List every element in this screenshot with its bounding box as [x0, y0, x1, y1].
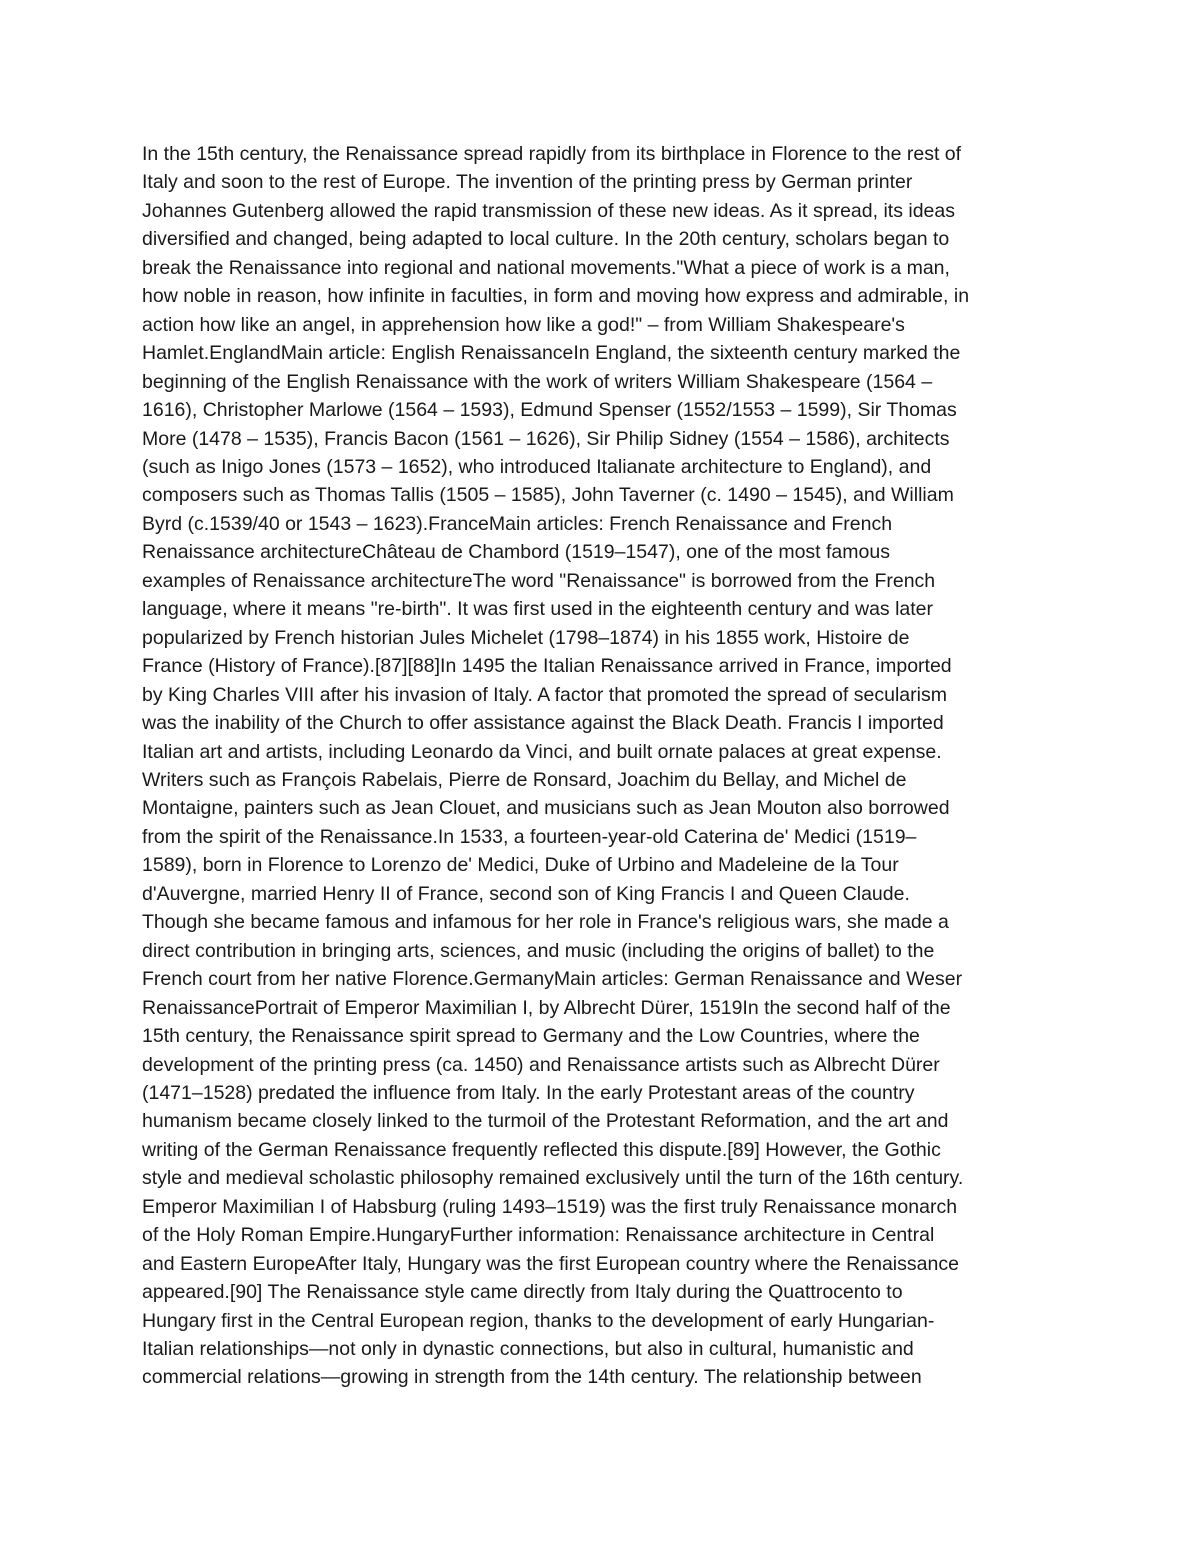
- text-line: humanism became closely linked to the turmoil of the Protestant Reformation, and the art and: [142, 1110, 949, 1133]
- text-line: Italian relationships—not only in dynastic connections, but also in cultural, humanistic and: [142, 1338, 914, 1361]
- text-line: Italian art and artists, including Leonardo da Vinci, and built ornate palaces at great expense.: [142, 740, 942, 763]
- text-line: style and medieval scholastic philosophy remained exclusively until the turn of the 16th century.: [142, 1167, 964, 1190]
- text-line: In the 15th century, the Renaissance spread rapidly from its birthplace in Florence to the rest of: [142, 143, 962, 165]
- text-line: popularized by French historian Jules Michelet (1798–1874) in his 1855 work, Histoire de: [142, 626, 910, 649]
- text-line: Hamlet.EnglandMain article: English RenaissanceIn England, the sixteenth century marked the: [142, 342, 961, 365]
- text-line: break the Renaissance into regional and national movements."What a piece of work is a man,: [142, 256, 950, 279]
- text-line: examples of Renaissance architectureThe word "Renaissance" is borrowed from the French: [142, 569, 936, 592]
- text-line: Though she became famous and infamous for her role in France's religious wars, she made a: [142, 911, 949, 934]
- text-line: direct contribution in bringing arts, sciences, and music (including the origins of ballet) to the: [142, 939, 935, 962]
- text-line: Writers such as François Rabelais, Pierre de Ronsard, Joachim du Bellay, and Michel de: [142, 768, 907, 791]
- text-line: from the spirit of the Renaissance.In 1533, a fourteen-year-old Caterina de' Medici (1519–: [142, 825, 917, 848]
- text-line: (such as Inigo Jones (1573 – 1652), who introduced Italianate architecture to England), and: [142, 455, 932, 478]
- text-line: France (History of France).[87][88]In 1495 the Italian Renaissance arrived in France, imported: [142, 655, 952, 678]
- text-line: RenaissancePortrait of Emperor Maximilian I, by Albrecht Dürer, 1519In the second half of the: [142, 996, 951, 1019]
- text-line: More (1478 – 1535), Francis Bacon (1561 – 1626), Sir Philip Sidney (1554 – 1586), architects: [142, 427, 950, 450]
- text-line: Hungary first in the Central European region, thanks to the development of early Hungarian-: [142, 1309, 935, 1332]
- text-line: 1616), Christopher Marlowe (1564 – 1593), Edmund Spenser (1552/1553 – 1599), Sir Thomas: [142, 399, 957, 422]
- body-paragraph: [142, 140, 1072, 1392]
- text-line: composers such as Thomas Tallis (1505 – 1585), John Taverner (c. 1490 – 1545), and William: [142, 484, 954, 507]
- text-line: of the Holy Roman Empire.HungaryFurther information: Renaissance architecture in Central: [142, 1224, 935, 1247]
- text-line: action how like an angel, in apprehension how like a god!" – from William Shakespeare's: [142, 313, 905, 336]
- text-line: French court from her native Florence.GermanyMain articles: German Renaissance and Weser: [142, 968, 963, 991]
- text-line: and Eastern EuropeAfter Italy, Hungary was the first European country where the Renaissance: [142, 1252, 959, 1275]
- text-line: d'Auvergne, married Henry II of France, second son of King Francis I and Queen Claude.: [142, 882, 910, 905]
- text-line: by King Charles VIII after his invasion of Italy. A factor that promoted the spread of secularism: [142, 683, 947, 706]
- text-line: Italy and soon to the rest of Europe. The invention of the printing press by German printer: [142, 171, 913, 194]
- text-line: was the inability of the Church to offer assistance against the Black Death. Francis I imported: [142, 712, 944, 735]
- text-line: diversified and changed, being adapted to local culture. In the 20th century, scholars began to: [142, 228, 950, 251]
- text-line: 15th century, the Renaissance spirit spread to Germany and the Low Countries, where the: [142, 1025, 920, 1048]
- text-line: Johannes Gutenberg allowed the rapid transmission of these new ideas. As it spread, its ideas: [142, 199, 955, 222]
- text-line: language, where it means "re-birth". It was first used in the eighteenth century and was later: [142, 598, 934, 621]
- text-line: beginning of the English Renaissance with the work of writers William Shakespeare (1564 –: [142, 370, 933, 393]
- text-line: Emperor Maximilian I of Habsburg (ruling 1493–1519) was the first truly Renaissance monarch: [142, 1195, 958, 1218]
- text-line: Renaissance architectureChâteau de Chambord (1519–1547), one of the most famous: [142, 541, 890, 564]
- text-line: writing of the German Renaissance frequently reflected this dispute.[89] However, the Gothic: [142, 1138, 941, 1161]
- text-line: development of the printing press (ca. 1450) and Renaissance artists such as Albrecht Dürer: [142, 1053, 940, 1076]
- text-line: 1589), born in Florence to Lorenzo de' Medici, Duke of Urbino and Madeleine de la Tour: [142, 854, 899, 877]
- text-line: Byrd (c.1539/40 or 1543 – 1623).FranceMain articles: French Renaissance and French: [142, 512, 893, 535]
- text-line: (1471–1528) predated the influence from Italy. In the early Protestant areas of the country: [142, 1081, 915, 1104]
- text-line: commercial relations—growing in strength from the 14th century. The relationship between: [142, 1366, 922, 1389]
- text-line: how noble in reason, how infinite in faculties, in form and moving how express and admirable, in: [142, 285, 970, 308]
- text-line: appeared.[90] The Renaissance style came directly from Italy during the Quattrocento to: [142, 1281, 903, 1304]
- text-line: Montaigne, painters such as Jean Clouet, and musicians such as Jean Mouton also borrowed: [142, 797, 950, 820]
